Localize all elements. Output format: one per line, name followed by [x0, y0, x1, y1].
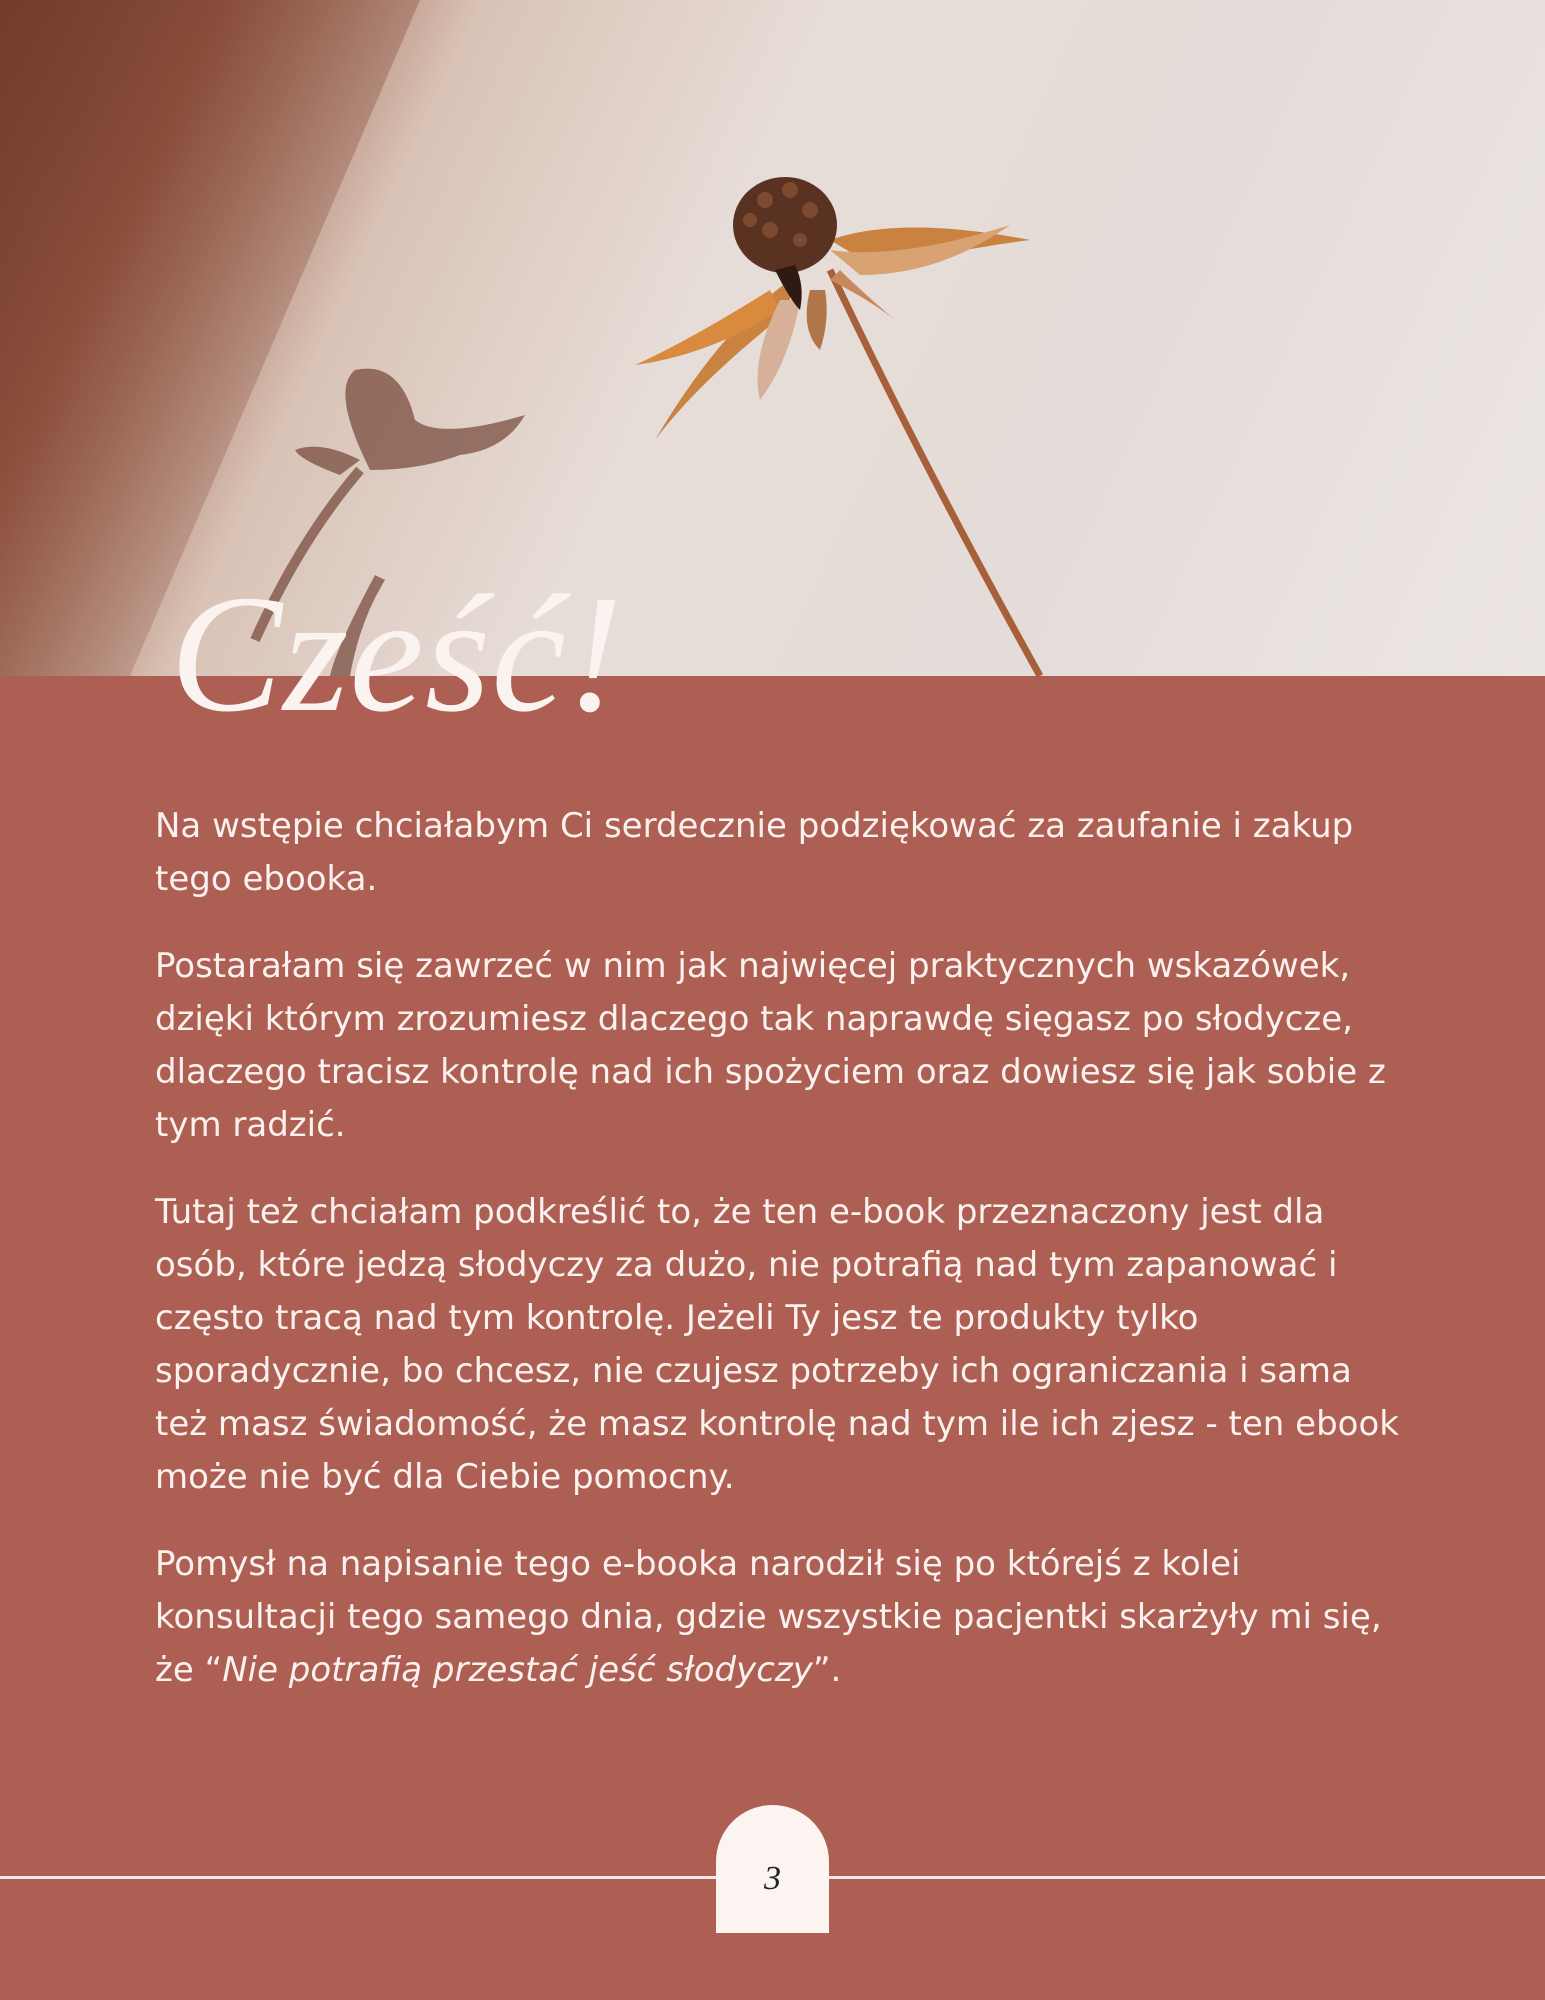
paragraph-intro: Na wstępie chciałabym Ci serdecznie podziękować za zaufanie i zakup tego ebooka.	[155, 806, 1354, 899]
body-text	[155, 800, 1405, 1731]
paragraph-origin-end: ”.	[812, 1650, 842, 1690]
patient-quote: Nie potrafią przestać jeść słodyczy	[222, 1650, 813, 1690]
page-number: 3	[764, 1860, 781, 1897]
page-title: Cześć!	[170, 561, 624, 747]
paragraph-origin	[155, 1538, 1405, 1697]
page-number-tab	[716, 1805, 829, 1933]
paragraph-audience: Tutaj też chciałam podkreślić to, że ten e-book przeznaczony jest dla osób, które jedzą słodyczy za dużo, nie potrafią nad tym zapanować i często tracą nad tym kontrolę. Jeżeli Ty jesz te produkty tylko sporadycznie, bo chcesz, nie czujesz potrzeby ich ograniczania i sama też masz świadomość, że masz kontrolę nad tym ile ich zjesz - ten ebook może nie być dla Ciebie pomocny.	[155, 1192, 1399, 1497]
paragraph-origin-start: Pomysł na napisanie tego e-booka narodził się po którejś z kolei konsultacji tego samego dnia, gdzie wszystkie pacjentki skarżyły mi się, że “	[155, 1544, 1382, 1690]
paragraph-tips: Postarałam się zawrzeć w nim jak najwięcej praktycznych wskazówek, dzięki którym zrozumiesz dlaczego tak naprawdę sięgasz po słodycze, dlaczego tracisz kontrolę nad ich spożyciem oraz dowiesz się jak sobie z tym radzić.	[155, 946, 1386, 1145]
